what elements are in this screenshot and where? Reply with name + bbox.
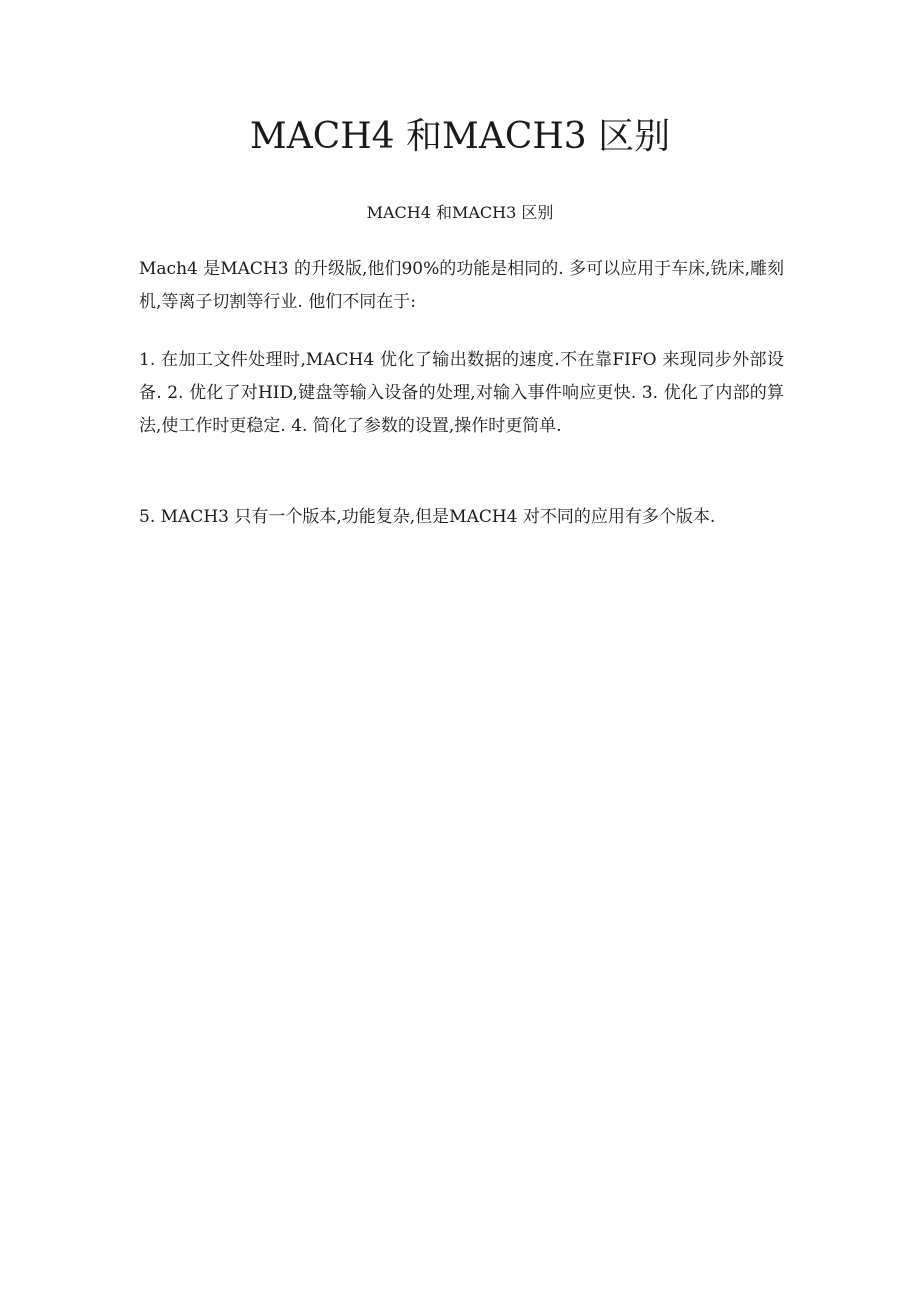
intro-paragraph: Mach4 是MACH3 的升级版,他们90%的功能是相同的. 多可以应用于车床,铣床,雕刻机,等离子切割等行业. 他们不同在于: (139, 259, 784, 312)
versions-paragraph: 5. MACH3 只有一个版本,功能复杂,但是MACH4 对不同的应用有多个版本. (139, 507, 716, 527)
page-title: MACH4 和MACH3 区别 (249, 116, 671, 157)
differences-paragraph: 1. 在加工文件处理时,MACH4 优化了输出数据的速度.不在靠FIFO 来现同步外部设备. 2. 优化了对HID,键盘等输入设备的处理,对输入事件响应更快. 3. 优化了内部的算法,使工作时更稳定. 4. 简化了参数的设置,操作时更简单. (139, 350, 784, 436)
page-subtitle: MACH4 和MACH3 区别 (366, 203, 554, 222)
